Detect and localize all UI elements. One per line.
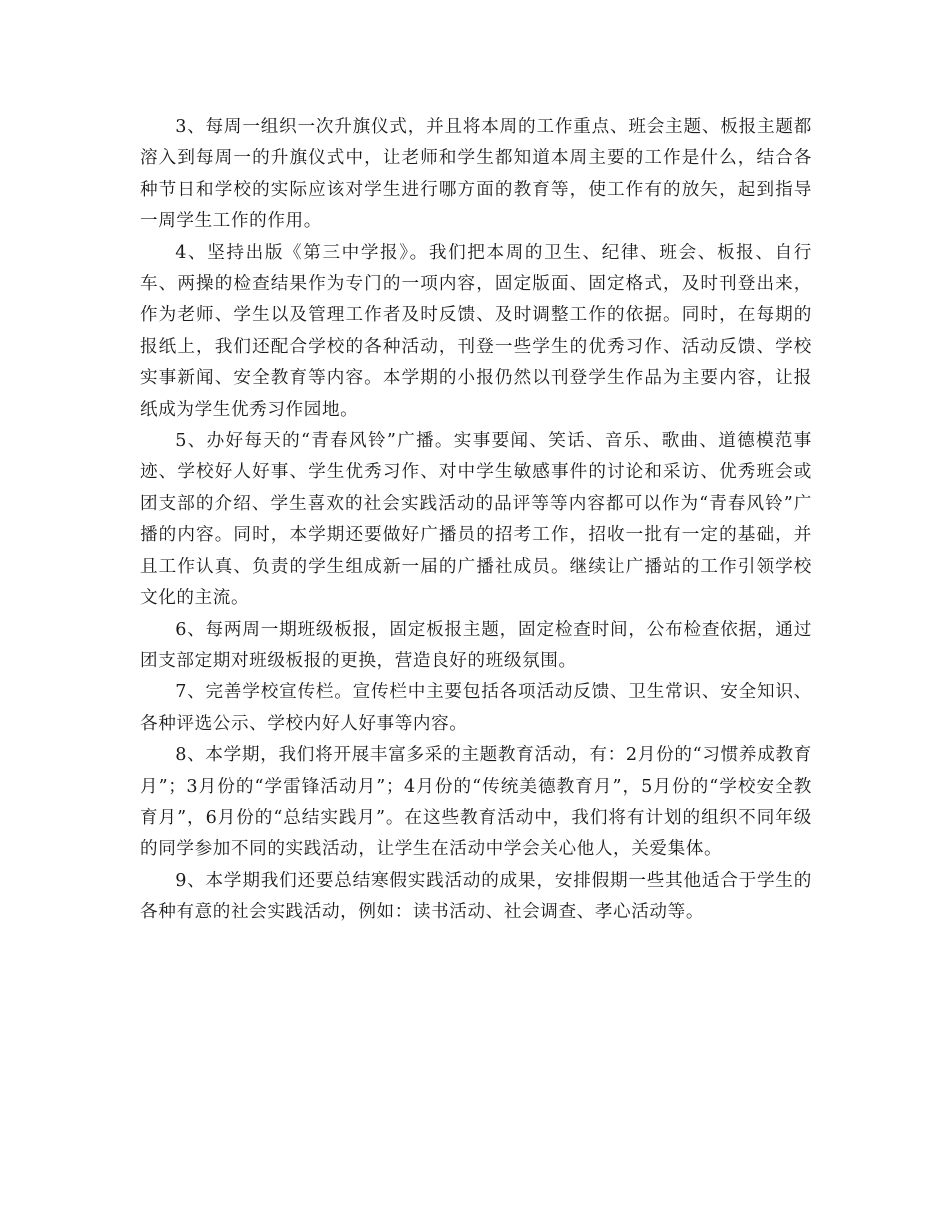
paragraph-item-9: 9、本学期我们还要总结寒假实践活动的成果，安排假期一些其他适合于学生的各种有意的社会实践活动，例如：读书活动、社会调查、孝心活动等。 (140, 870, 812, 923)
paragraph-item-5: 5、办好每天的“青春风铃”广播。实事要闻、笑话、音乐、歌曲、道德模范事迹、学校好人好事、学生优秀习作、对中学生敏感事件的讨论和采访、优秀班会或团支部的介绍、学生喜欢的社会实践活动的品评等等内容都可以作为“青春风铃”广播的内容。同时，本学期还要做好广播员的招考工作，招收一批有一定的基础，并且工作认真、负责的学生组成新一届的广播社成员。继续让广播站的工作引领学校文化的主流。 (140, 431, 812, 609)
paragraph-item-8: 8、本学期，我们将开展丰富多采的主题教育活动，有：2月份的“习惯养成教育月”；3月份的“学雷锋活动月”；4月份的“传统美德教育月”，5月份的“学校安全教育月”，6月份的“总结实践月”。在这些教育活动中，我们将有计划的组织不同年级的同学参加不同的实践活动，让学生在活动中学会关心他人，关爱集体。 (140, 745, 812, 860)
paragraph-item-6: 6、每两周一期班级板报，固定板报主题，固定检查时间，公布检查依据，通过团支部定期对班级板报的更换，营造良好的班级氛围。 (140, 619, 812, 671)
paragraph-item-3: 3、每周一组织一次升旗仪式，并且将本周的工作重点、班会主题、板报主题都溶入到每周一的升旗仪式中，让老师和学生都知道本周主要的工作是什么，结合各种节日和学校的实际应该对学生进行哪方面的教育等，使工作有的放矢，起到指导一周学生工作的作用。 (140, 117, 812, 232)
document-body (140, 112, 812, 929)
paragraph-item-4: 4、坚持出版《第三中学报》。我们把本周的卫生、纪律、班会、板报、自行车、两操的检查结果作为专门的一项内容，固定版面、固定格式，及时刊登出来，作为老师、学生以及管理工作者及时反馈、及时调整工作的依据。同时，在每期的报纸上，我们还配合学校的各种活动，刊登一些学生的优秀习作、活动反馈、学校实事新闻、安全教育等内容。本学期的小报仍然以刊登学生作品为主要内容，让报纸成为学生优秀习作园地。 (140, 242, 812, 420)
paragraph-item-7: 7、完善学校宣传栏。宣传栏中主要包括各项活动反馈、卫生常识、安全知识、各种评选公示、学校内好人好事等内容。 (140, 682, 812, 734)
